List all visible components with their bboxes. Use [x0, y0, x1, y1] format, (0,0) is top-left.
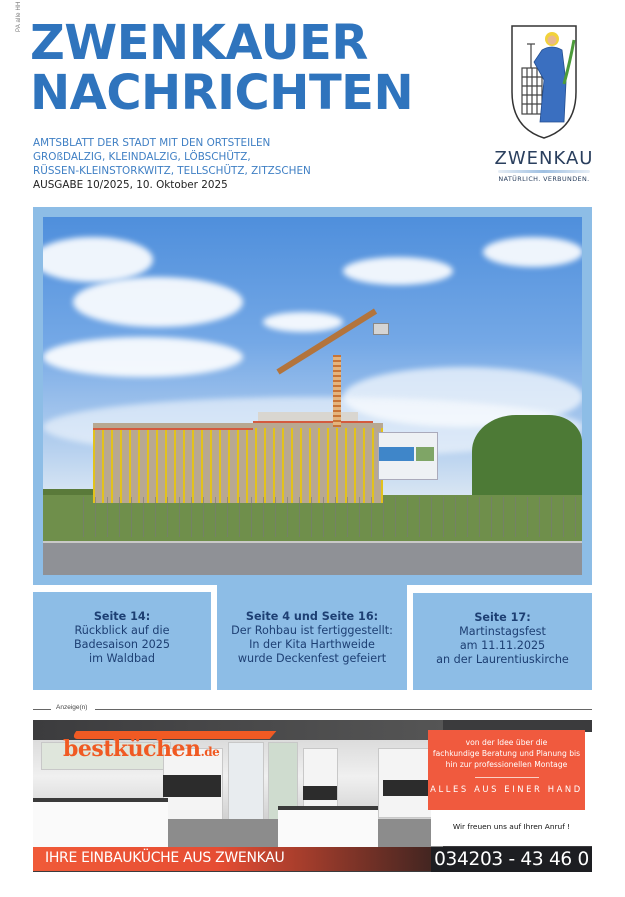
pitch-line: hin zur professionellen Montage — [445, 760, 568, 769]
ad-slogan-band — [33, 847, 443, 871]
pitch-line: von der Idee über die — [465, 738, 548, 747]
fence — [83, 497, 582, 537]
teaser-box-page-4-16[interactable] — [217, 592, 407, 690]
pitch-divider — [475, 777, 539, 778]
title-line-1: ZWENKAUER — [30, 15, 368, 71]
teaser-text: wurde Deckenfest gefeiert — [237, 652, 387, 665]
city-logo — [490, 22, 598, 183]
teaser-box-page-14[interactable] — [33, 592, 211, 690]
teaser-text: am 11.11.2025 — [459, 639, 546, 652]
subtitle-line: GROßDALZIG, KLEINDALZIG, LÖBSCHÜTZ, — [33, 151, 251, 163]
teaser-heading: Seite 14: — [93, 610, 151, 623]
ad-label: Anzeige(n) — [53, 704, 90, 711]
trees — [472, 415, 582, 505]
teaser-heading: Seite 4 und Seite 16: — [245, 610, 379, 623]
teaser-text: Der Rohbau ist fertiggestellt: — [231, 624, 393, 637]
crane — [333, 355, 341, 427]
subtitle-line: AMTSBLATT DER STADT MIT DEN ORTSTEILEN — [33, 137, 271, 149]
teaser-text: In der Kita Harthweide — [249, 638, 375, 651]
logo-tagline: NATÜRLICH. VERBUNDEN. — [498, 175, 590, 183]
brand-logo — [63, 736, 219, 762]
issue-date: AUSGABE 10/2025, 10. Oktober 2025 — [33, 179, 228, 191]
ad-claim: ALLES AUS EINER HAND — [430, 784, 583, 794]
subtitle-line: RÜSSEN-KLEINSTORKWITZ, TELLSCHÜTZ, ZITZSCHEN — [33, 165, 311, 177]
ad-separator — [33, 704, 592, 714]
teaser-heading: Seite 17: — [474, 611, 531, 624]
advertisement-bestkuechen[interactable] — [33, 720, 592, 872]
teaser-text: an der Laurentiuskirche — [436, 653, 569, 666]
road — [43, 543, 582, 575]
ad-phone-number[interactable]: 034203 - 43 46 0 — [431, 847, 592, 872]
title-line-2: NACHRICHTEN — [30, 65, 414, 121]
logo-wave — [498, 170, 590, 173]
ad-slogan: IHRE EINBAUKÜCHE AUS ZWENKAU — [45, 850, 285, 866]
cover-photo — [43, 217, 582, 575]
construction-sign — [378, 432, 438, 480]
ad-call-to-action: Wir freuen uns auf Ihren Anruf ! — [452, 822, 571, 831]
distribution-note: PA alle HH — [16, 1, 22, 32]
logo-name: ZWENKAU — [494, 148, 594, 169]
teaser-text: Martinstagsfest — [459, 625, 546, 638]
teaser-box-page-17[interactable] — [413, 593, 592, 690]
masthead-subtitle — [33, 136, 311, 192]
coat-of-arms-icon — [508, 22, 580, 142]
teaser-text: Badesaison 2025 — [73, 638, 171, 651]
teaser-text: im Waldbad — [88, 652, 156, 665]
masthead-title — [30, 15, 414, 121]
brand-tld: .de — [200, 745, 220, 759]
teaser-text: Rückblick auf die — [74, 624, 170, 637]
brand-name: bestküchen — [63, 736, 201, 762]
pitch-line: fachkundige Beratung und Planung bis — [432, 749, 581, 758]
ad-pitch-box — [428, 730, 585, 810]
